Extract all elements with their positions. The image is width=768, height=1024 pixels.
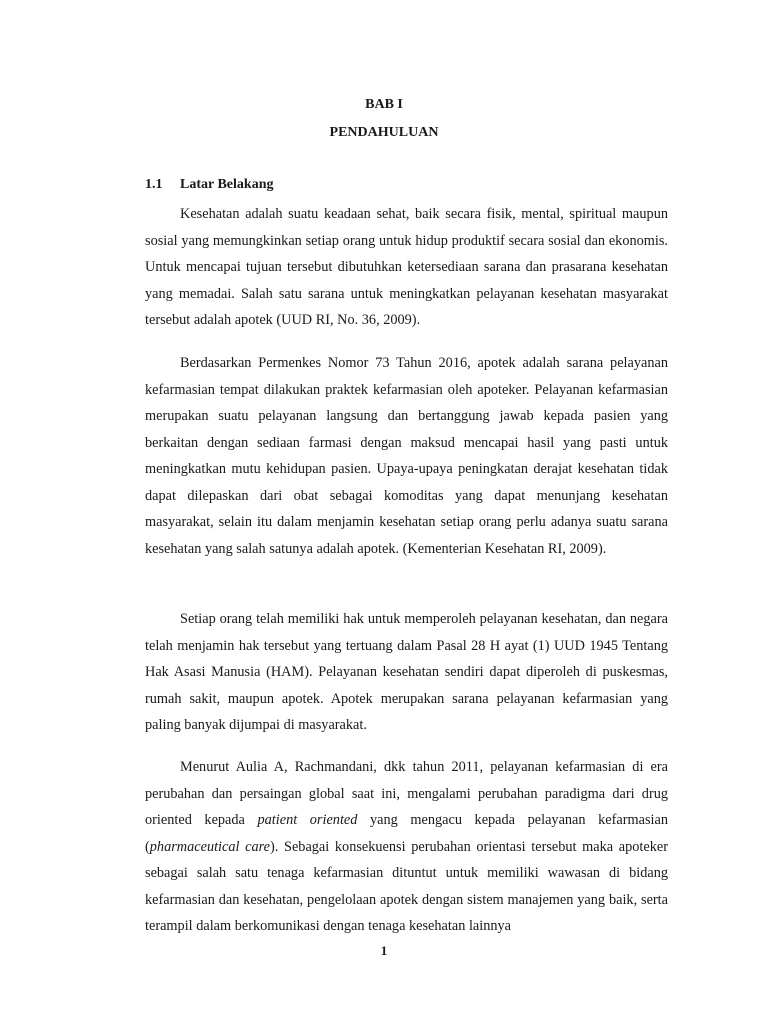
chapter-label: BAB I [365, 97, 403, 112]
paragraph-2: Berdasarkan Permenkes Nomor 73 Tahun 2016, apotek adalah sarana pelayanan kefarmasian tempat dilakukan praktek kefarmasian oleh apoteker. Pelayanan kefarmasian merupakan suatu pelayanan langsung dan bertanggung jawab kepada pasien yang berkaitan dengan sediaan farmasi dengan maksud mencapai hasil yang pasti untuk meningkatkan mutu kehidupan pasien. Upaya-upaya peningkatan derajat kesehatan tidak dapat dilepaskan dari obat sebagai komoditas yang dapat menunjang kesehatan masyarakat, selain itu dalam menjamin kesehatan setiap orang perlu adanya suatu sarana kesehatan yang salah satunya adalah apotek. (Kementerian Kesehatan RI, 2009). [145, 355, 668, 557]
paragraph-1: Kesehatan adalah suatu keadaan sehat, baik secara fisik, mental, spiritual maupun sosial yang memungkinkan setiap orang untuk hidup produktif secara sosial dan ekonomis. Untuk mencapai tujuan tersebut dibutuhkan ketersediaan sarana dan prasarana kesehatan yang memadai. Salah satu sarana untuk meningkatkan pelayanan kesehatan masyarakat tersebut adalah apotek (UUD RI, No. 36, 2009). [145, 206, 668, 328]
section-number: 1.1 [145, 177, 163, 192]
paragraph-4-text-3: ). Sebagai konsekuensi perubahan orientasi tersebut maka apoteker sebagai salah satu tenaga kefarmasian dituntut untuk memiliki wawasan di bidang kefarmasian dan kesehatan, pengelolaan apotek dengan sistem manajemen yang baik, serta terampil dalam berkomunikasi dengan tenaga kesehatan lainnya [145, 838, 668, 934]
paragraph-4-text-2: yang mengacu kepada pelayanan kefarmasian ( [145, 812, 668, 855]
paragraph-4-text-1: Menurut Aulia A, Rachmandani, dkk tahun 2011, pelayanan kefarmasian di era perubahan dan persaingan global saat ini, mengalami perubahan paradigma dari drug oriented kepada [145, 759, 668, 828]
page-number: 1 [380, 943, 388, 958]
chapter-title: PENDAHULUAN [329, 125, 439, 140]
paragraph-4-italic-2: pharmaceutical care [149, 838, 271, 855]
paragraph-4-italic-1: patient oriented [257, 812, 358, 828]
section-title: Latar Belakang [180, 177, 274, 192]
paragraph-4 [145, 754, 668, 940]
section-heading [145, 177, 273, 193]
paragraph-3: Setiap orang telah memiliki hak untuk memperoleh pelayanan kesehatan, dan negara telah menjamin hak tersebut yang tertuang dalam Pasal 28 H ayat (1) UUD 1945 Tentang Hak Asasi Manusia (HAM). Pelayanan kesehatan sendiri dapat diperoleh di puskesmas, rumah sakit, maupun apotek. Apotek merupakan sarana pelayanan kefarmasian yang paling banyak dijumpai di masyarakat. [145, 611, 668, 733]
